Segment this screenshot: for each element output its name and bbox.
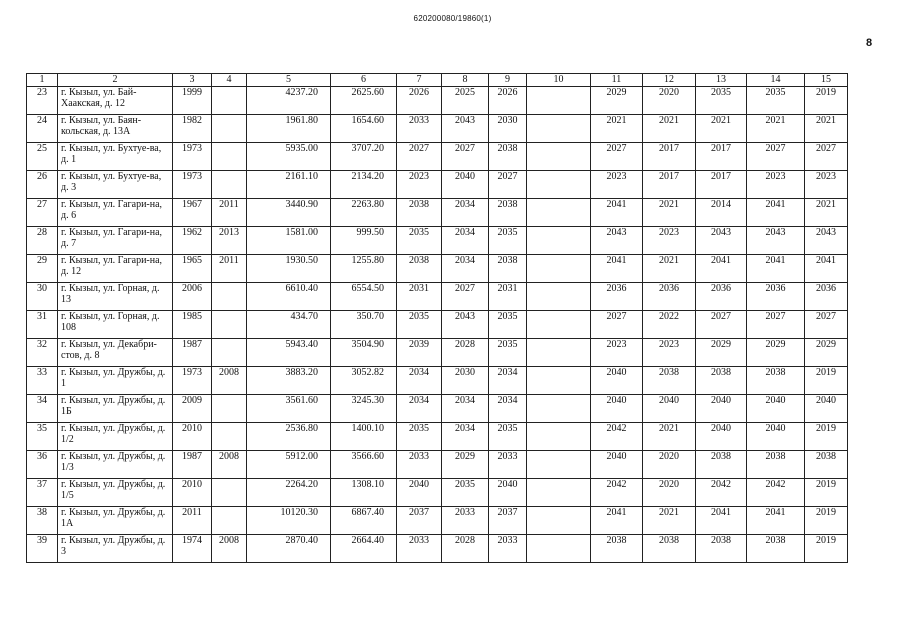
address-cell: г. Кызыл, ул. Горная, д. 13	[58, 283, 173, 311]
col-4-cell	[212, 115, 247, 143]
col-6-cell: 2625.60	[331, 87, 397, 115]
col-14-cell: 2041	[747, 199, 805, 227]
col-14-cell: 2042	[747, 479, 805, 507]
col-9-cell: 2040	[489, 479, 527, 507]
col-14-cell: 2038	[747, 535, 805, 563]
col-4-cell: 2013	[212, 227, 247, 255]
col-15-cell: 2027	[805, 311, 848, 339]
address-cell: г. Кызыл, ул. Дружбы, д. 1А	[58, 507, 173, 535]
col-15-cell: 2036	[805, 283, 848, 311]
address-cell: г. Кызыл, ул. Декабри-стов, д. 8	[58, 339, 173, 367]
col-10-cell	[527, 395, 591, 423]
col-10-cell	[527, 171, 591, 199]
col-6-cell: 3245.30	[331, 395, 397, 423]
col-5-cell: 1581.00	[247, 227, 331, 255]
table-row	[27, 143, 848, 171]
col-4-cell	[212, 423, 247, 451]
col-12-cell: 2036	[643, 283, 696, 311]
column-header-1: 1	[27, 74, 58, 87]
col-4-cell	[212, 171, 247, 199]
table-row	[27, 451, 848, 479]
col-15-cell: 2021	[805, 115, 848, 143]
col-3-cell: 1973	[173, 171, 212, 199]
col-13-cell: 2038	[696, 535, 747, 563]
address-cell: г. Кызыл, ул. Бухтуе-ва, д. 3	[58, 171, 173, 199]
col-8-cell: 2040	[442, 171, 489, 199]
col-3-cell: 1987	[173, 339, 212, 367]
col-5-cell: 3883.20	[247, 367, 331, 395]
col-13-cell: 2017	[696, 143, 747, 171]
col-8-cell: 2043	[442, 115, 489, 143]
col-14-cell: 2041	[747, 507, 805, 535]
col-14-cell: 2038	[747, 367, 805, 395]
col-9-cell: 2035	[489, 423, 527, 451]
col-4-cell: 2008	[212, 451, 247, 479]
table-row	[27, 423, 848, 451]
buildings-table	[26, 73, 848, 563]
col-11-cell: 2040	[591, 367, 643, 395]
col-13-cell: 2029	[696, 339, 747, 367]
col-5-cell: 1930.50	[247, 255, 331, 283]
col-14-cell: 2029	[747, 339, 805, 367]
col-15-cell: 2023	[805, 171, 848, 199]
col-10-cell	[527, 115, 591, 143]
col-7-cell: 2033	[397, 115, 442, 143]
column-header-14: 14	[747, 74, 805, 87]
col-12-cell: 2021	[643, 199, 696, 227]
table-row	[27, 283, 848, 311]
column-header-6: 6	[331, 74, 397, 87]
col-14-cell: 2040	[747, 423, 805, 451]
col-5-cell: 3561.60	[247, 395, 331, 423]
col-14-cell: 2043	[747, 227, 805, 255]
col-4-cell	[212, 395, 247, 423]
col-10-cell	[527, 423, 591, 451]
col-10-cell	[527, 479, 591, 507]
address-cell: г. Кызыл, ул. Бухтуе-ва, д. 1	[58, 143, 173, 171]
col-8-cell: 2035	[442, 479, 489, 507]
row-number: 28	[27, 227, 58, 255]
col-11-cell: 2027	[591, 143, 643, 171]
column-header-10: 10	[527, 74, 591, 87]
row-number: 26	[27, 171, 58, 199]
col-13-cell: 2042	[696, 479, 747, 507]
address-cell: г. Кызыл, ул. Дружбы, д. 3	[58, 535, 173, 563]
col-9-cell: 2037	[489, 507, 527, 535]
col-10-cell	[527, 87, 591, 115]
col-5-cell: 10120.30	[247, 507, 331, 535]
col-4-cell	[212, 87, 247, 115]
col-6-cell: 3052.82	[331, 367, 397, 395]
col-6-cell: 350.70	[331, 311, 397, 339]
col-15-cell: 2019	[805, 423, 848, 451]
col-3-cell: 1985	[173, 311, 212, 339]
col-11-cell: 2043	[591, 227, 643, 255]
column-header-9: 9	[489, 74, 527, 87]
col-8-cell: 2043	[442, 311, 489, 339]
col-13-cell: 2041	[696, 507, 747, 535]
col-13-cell: 2036	[696, 283, 747, 311]
address-cell: г. Кызыл, ул. Дружбы, д. 1/3	[58, 451, 173, 479]
col-10-cell	[527, 367, 591, 395]
table-row	[27, 87, 848, 115]
row-number: 37	[27, 479, 58, 507]
col-10-cell	[527, 311, 591, 339]
col-13-cell: 2040	[696, 395, 747, 423]
col-6-cell: 1654.60	[331, 115, 397, 143]
col-11-cell: 2042	[591, 423, 643, 451]
col-6-cell: 1400.10	[331, 423, 397, 451]
col-15-cell: 2019	[805, 87, 848, 115]
col-9-cell: 2027	[489, 171, 527, 199]
col-8-cell: 2029	[442, 451, 489, 479]
col-11-cell: 2040	[591, 395, 643, 423]
col-15-cell: 2019	[805, 535, 848, 563]
col-8-cell: 2025	[442, 87, 489, 115]
table-row	[27, 507, 848, 535]
column-header-7: 7	[397, 74, 442, 87]
col-7-cell: 2026	[397, 87, 442, 115]
col-9-cell: 2026	[489, 87, 527, 115]
col-12-cell: 2020	[643, 87, 696, 115]
document-id: 620200080/19860(1)	[413, 14, 492, 23]
table-row	[27, 227, 848, 255]
col-13-cell: 2040	[696, 423, 747, 451]
col-5-cell: 2264.20	[247, 479, 331, 507]
col-6-cell: 2134.20	[331, 171, 397, 199]
col-11-cell: 2041	[591, 507, 643, 535]
col-11-cell: 2023	[591, 339, 643, 367]
address-cell: г. Кызыл, ул. Гагари-на, д. 7	[58, 227, 173, 255]
col-10-cell	[527, 199, 591, 227]
address-cell: г. Кызыл, ул. Дружбы, д. 1	[58, 367, 173, 395]
col-3-cell: 2009	[173, 395, 212, 423]
col-11-cell: 2038	[591, 535, 643, 563]
col-8-cell: 2034	[442, 199, 489, 227]
col-6-cell: 3566.60	[331, 451, 397, 479]
col-7-cell: 2027	[397, 143, 442, 171]
col-8-cell: 2034	[442, 227, 489, 255]
address-cell: г. Кызыл, ул. Дружбы, д. 1/5	[58, 479, 173, 507]
col-3-cell: 1982	[173, 115, 212, 143]
col-9-cell: 2038	[489, 143, 527, 171]
col-14-cell: 2038	[747, 451, 805, 479]
col-4-cell: 2011	[212, 255, 247, 283]
col-9-cell: 2035	[489, 311, 527, 339]
col-12-cell: 2021	[643, 255, 696, 283]
col-12-cell: 2017	[643, 171, 696, 199]
col-5-cell: 3440.90	[247, 199, 331, 227]
col-7-cell: 2031	[397, 283, 442, 311]
row-number: 23	[27, 87, 58, 115]
col-4-cell	[212, 479, 247, 507]
col-5-cell: 2536.80	[247, 423, 331, 451]
col-9-cell: 2034	[489, 367, 527, 395]
col-11-cell: 2042	[591, 479, 643, 507]
col-7-cell: 2040	[397, 479, 442, 507]
col-14-cell: 2023	[747, 171, 805, 199]
col-9-cell: 2031	[489, 283, 527, 311]
table-row	[27, 255, 848, 283]
col-15-cell: 2019	[805, 479, 848, 507]
col-7-cell: 2035	[397, 423, 442, 451]
col-3-cell: 1974	[173, 535, 212, 563]
col-15-cell: 2043	[805, 227, 848, 255]
col-12-cell: 2021	[643, 115, 696, 143]
col-13-cell: 2041	[696, 255, 747, 283]
col-4-cell	[212, 507, 247, 535]
col-4-cell	[212, 339, 247, 367]
address-cell: г. Кызыл, ул. Дружбы, д. 1Б	[58, 395, 173, 423]
col-5-cell: 6610.40	[247, 283, 331, 311]
col-8-cell: 2034	[442, 255, 489, 283]
col-6-cell: 6554.50	[331, 283, 397, 311]
col-4-cell: 2011	[212, 199, 247, 227]
col-8-cell: 2033	[442, 507, 489, 535]
col-12-cell: 2023	[643, 339, 696, 367]
col-13-cell: 2021	[696, 115, 747, 143]
col-10-cell	[527, 227, 591, 255]
row-number: 25	[27, 143, 58, 171]
col-3-cell: 1999	[173, 87, 212, 115]
col-10-cell	[527, 339, 591, 367]
column-header-12: 12	[643, 74, 696, 87]
col-3-cell: 1962	[173, 227, 212, 255]
col-12-cell: 2022	[643, 311, 696, 339]
col-3-cell: 1973	[173, 143, 212, 171]
col-3-cell: 2011	[173, 507, 212, 535]
col-9-cell: 2030	[489, 115, 527, 143]
row-number: 34	[27, 395, 58, 423]
col-6-cell: 3707.20	[331, 143, 397, 171]
col-5-cell: 2870.40	[247, 535, 331, 563]
col-9-cell: 2035	[489, 227, 527, 255]
address-cell: г. Кызыл, ул. Гагари-на, д. 12	[58, 255, 173, 283]
col-9-cell: 2035	[489, 339, 527, 367]
col-15-cell: 2021	[805, 199, 848, 227]
col-12-cell: 2020	[643, 451, 696, 479]
page-number: 8	[866, 37, 873, 49]
col-14-cell: 2040	[747, 395, 805, 423]
col-8-cell: 2034	[442, 395, 489, 423]
col-8-cell: 2027	[442, 143, 489, 171]
col-10-cell	[527, 535, 591, 563]
table-row	[27, 171, 848, 199]
col-3-cell: 1987	[173, 451, 212, 479]
col-6-cell: 3504.90	[331, 339, 397, 367]
col-3-cell: 1967	[173, 199, 212, 227]
col-9-cell: 2034	[489, 395, 527, 423]
row-number: 27	[27, 199, 58, 227]
col-13-cell: 2027	[696, 311, 747, 339]
col-12-cell: 2038	[643, 367, 696, 395]
col-8-cell: 2034	[442, 423, 489, 451]
address-cell: г. Кызыл, ул. Гагари-на, д. 6	[58, 199, 173, 227]
col-13-cell: 2014	[696, 199, 747, 227]
col-7-cell: 2038	[397, 255, 442, 283]
col-9-cell: 2033	[489, 451, 527, 479]
col-3-cell: 1973	[173, 367, 212, 395]
col-7-cell: 2035	[397, 311, 442, 339]
col-11-cell: 2036	[591, 283, 643, 311]
address-cell: г. Кызыл, ул. Дружбы, д. 1/2	[58, 423, 173, 451]
table-row	[27, 115, 848, 143]
col-7-cell: 2038	[397, 199, 442, 227]
table-row	[27, 311, 848, 339]
row-number: 31	[27, 311, 58, 339]
col-5-cell: 2161.10	[247, 171, 331, 199]
col-6-cell: 2664.40	[331, 535, 397, 563]
table-body	[27, 87, 848, 563]
col-11-cell: 2027	[591, 311, 643, 339]
row-number: 38	[27, 507, 58, 535]
col-9-cell: 2033	[489, 535, 527, 563]
address-cell: г. Кызыл, ул. Баян-кольская, д. 13А	[58, 115, 173, 143]
col-7-cell: 2034	[397, 367, 442, 395]
row-number: 32	[27, 339, 58, 367]
col-5-cell: 5943.40	[247, 339, 331, 367]
col-10-cell	[527, 283, 591, 311]
row-number: 36	[27, 451, 58, 479]
table-row	[27, 339, 848, 367]
col-7-cell: 2037	[397, 507, 442, 535]
table-row	[27, 479, 848, 507]
row-number: 29	[27, 255, 58, 283]
col-13-cell: 2017	[696, 171, 747, 199]
row-number: 30	[27, 283, 58, 311]
col-4-cell	[212, 311, 247, 339]
col-11-cell: 2041	[591, 255, 643, 283]
col-15-cell: 2038	[805, 451, 848, 479]
col-15-cell: 2019	[805, 507, 848, 535]
col-14-cell: 2027	[747, 311, 805, 339]
col-6-cell: 6867.40	[331, 507, 397, 535]
col-15-cell: 2029	[805, 339, 848, 367]
col-4-cell	[212, 283, 247, 311]
col-5-cell: 4237.20	[247, 87, 331, 115]
col-6-cell: 1308.10	[331, 479, 397, 507]
col-10-cell	[527, 143, 591, 171]
col-10-cell	[527, 451, 591, 479]
col-7-cell: 2035	[397, 227, 442, 255]
column-header-8: 8	[442, 74, 489, 87]
table-row	[27, 199, 848, 227]
col-9-cell: 2038	[489, 255, 527, 283]
col-13-cell: 2035	[696, 87, 747, 115]
col-3-cell: 2006	[173, 283, 212, 311]
col-8-cell: 2027	[442, 283, 489, 311]
col-11-cell: 2029	[591, 87, 643, 115]
column-header-3: 3	[173, 74, 212, 87]
col-4-cell	[212, 143, 247, 171]
col-7-cell: 2033	[397, 451, 442, 479]
col-6-cell: 1255.80	[331, 255, 397, 283]
col-8-cell: 2028	[442, 535, 489, 563]
col-12-cell: 2038	[643, 535, 696, 563]
col-12-cell: 2021	[643, 423, 696, 451]
col-12-cell: 2020	[643, 479, 696, 507]
col-8-cell: 2028	[442, 339, 489, 367]
table-row	[27, 395, 848, 423]
col-12-cell: 2017	[643, 143, 696, 171]
col-15-cell: 2040	[805, 395, 848, 423]
column-header-15: 15	[805, 74, 848, 87]
col-12-cell: 2021	[643, 507, 696, 535]
col-11-cell: 2023	[591, 171, 643, 199]
col-11-cell: 2021	[591, 115, 643, 143]
col-8-cell: 2030	[442, 367, 489, 395]
col-6-cell: 999.50	[331, 227, 397, 255]
col-13-cell: 2038	[696, 451, 747, 479]
col-14-cell: 2027	[747, 143, 805, 171]
col-4-cell: 2008	[212, 367, 247, 395]
col-11-cell: 2040	[591, 451, 643, 479]
table-row	[27, 367, 848, 395]
row-number: 33	[27, 367, 58, 395]
col-15-cell: 2027	[805, 143, 848, 171]
col-9-cell: 2038	[489, 199, 527, 227]
col-5-cell: 5935.00	[247, 143, 331, 171]
col-5-cell: 5912.00	[247, 451, 331, 479]
col-14-cell: 2035	[747, 87, 805, 115]
col-10-cell	[527, 255, 591, 283]
col-14-cell: 2041	[747, 255, 805, 283]
row-number: 24	[27, 115, 58, 143]
col-5-cell: 1961.80	[247, 115, 331, 143]
col-12-cell: 2023	[643, 227, 696, 255]
row-number: 35	[27, 423, 58, 451]
col-3-cell: 1965	[173, 255, 212, 283]
col-14-cell: 2036	[747, 283, 805, 311]
column-header-11: 11	[591, 74, 643, 87]
col-11-cell: 2041	[591, 199, 643, 227]
column-header-2: 2	[58, 74, 173, 87]
column-header-4: 4	[212, 74, 247, 87]
col-6-cell: 2263.80	[331, 199, 397, 227]
header-row	[27, 74, 848, 87]
col-7-cell: 2033	[397, 535, 442, 563]
col-3-cell: 2010	[173, 423, 212, 451]
col-13-cell: 2043	[696, 227, 747, 255]
col-4-cell: 2008	[212, 535, 247, 563]
column-header-13: 13	[696, 74, 747, 87]
col-13-cell: 2038	[696, 367, 747, 395]
table-row	[27, 535, 848, 563]
address-cell: г. Кызыл, ул. Бай-Хаакская, д. 12	[58, 87, 173, 115]
address-cell: г. Кызыл, ул. Горная, д. 108	[58, 311, 173, 339]
col-14-cell: 2021	[747, 115, 805, 143]
col-7-cell: 2023	[397, 171, 442, 199]
column-header-5: 5	[247, 74, 331, 87]
col-15-cell: 2019	[805, 367, 848, 395]
col-15-cell: 2041	[805, 255, 848, 283]
col-7-cell: 2034	[397, 395, 442, 423]
col-7-cell: 2039	[397, 339, 442, 367]
col-5-cell: 434.70	[247, 311, 331, 339]
col-10-cell	[527, 507, 591, 535]
row-number: 39	[27, 535, 58, 563]
col-12-cell: 2040	[643, 395, 696, 423]
col-3-cell: 2010	[173, 479, 212, 507]
